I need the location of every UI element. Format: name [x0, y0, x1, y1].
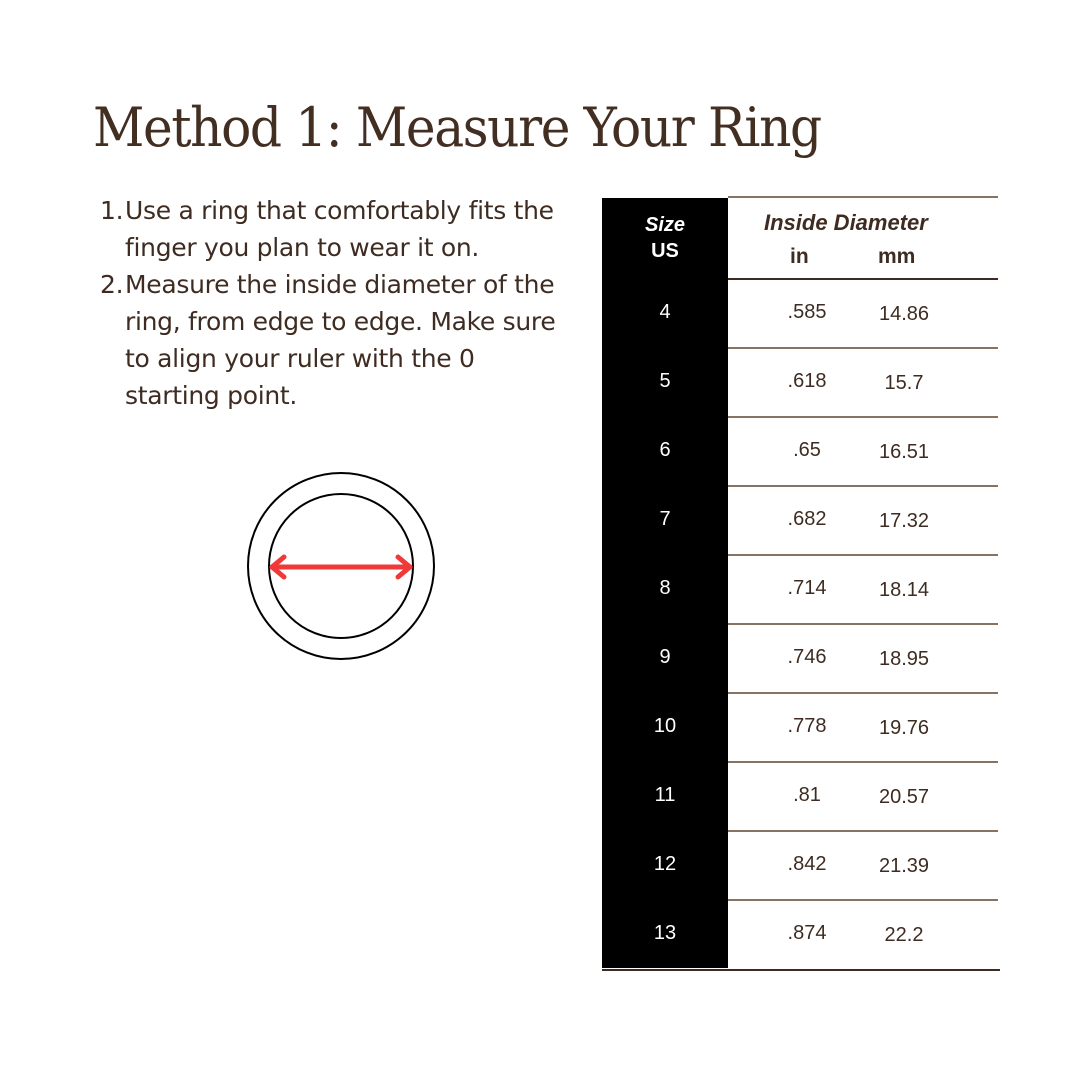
size-cell: 6 [602, 416, 728, 485]
size-cell: 5 [602, 347, 728, 416]
table-row [602, 899, 998, 968]
table-bottom-divider [602, 969, 1000, 971]
size-cell: 11 [602, 761, 728, 830]
mm-cell: 20.57 [878, 786, 930, 808]
size-cell: 13 [602, 899, 728, 968]
double-arrow-icon [272, 557, 410, 577]
page-title: Method 1: Measure Your Ring [93, 96, 821, 159]
table-row [602, 623, 998, 692]
inch-cell: .714 [787, 577, 827, 599]
table-body [602, 278, 998, 968]
mm-cell: 18.95 [878, 648, 930, 670]
ring-diameter-icon [244, 471, 438, 661]
table-row [602, 554, 998, 623]
mm-cell: 18.14 [878, 579, 930, 601]
size-column-header [602, 198, 728, 280]
size-cell: 8 [602, 554, 728, 623]
mm-cell: 21.39 [878, 855, 930, 877]
instruction-step [100, 266, 570, 414]
table-row [602, 830, 998, 899]
inch-cell: .618 [787, 370, 827, 392]
mm-column-header: mm [878, 245, 916, 268]
size-cell: 4 [602, 278, 728, 347]
step-number: 2. [100, 270, 124, 299]
size-cell: 12 [602, 830, 728, 899]
size-header-label: Size [644, 214, 686, 236]
diameter-column-header [728, 198, 998, 280]
table-row [602, 278, 998, 347]
size-header-unit: US [651, 240, 679, 262]
size-cell: 10 [602, 692, 728, 761]
mm-cell: 19.76 [878, 717, 930, 739]
table-row [602, 761, 998, 830]
table-row [602, 347, 998, 416]
mm-cell: 15.7 [884, 372, 924, 394]
table-header [602, 198, 998, 280]
instruction-step [100, 192, 570, 266]
inch-cell: .874 [787, 922, 827, 944]
table-row [602, 692, 998, 761]
size-cell: 9 [602, 623, 728, 692]
inch-cell: .585 [787, 301, 827, 323]
mm-cell: 14.86 [878, 303, 930, 325]
step-text: Measure the inside diameter of the ring, from edge to edge. Make sure to align your ruler with the 0 starting point. [125, 270, 556, 410]
mm-cell: 16.51 [878, 441, 930, 463]
table-row [602, 485, 998, 554]
inch-cell: .746 [787, 646, 827, 668]
inch-cell: .65 [793, 439, 821, 461]
mm-cell: 22.2 [884, 924, 924, 946]
inch-cell: .682 [787, 508, 827, 530]
step-text: Use a ring that comfortably fits the finger you plan to wear it on. [125, 196, 554, 262]
inch-cell: .81 [793, 784, 821, 806]
table-row [602, 416, 998, 485]
inch-column-header: in [790, 245, 809, 268]
mm-cell: 17.32 [878, 510, 930, 532]
inch-cell: .842 [787, 853, 827, 875]
inch-cell: .778 [787, 715, 827, 737]
size-cell: 7 [602, 485, 728, 554]
diameter-header-label: Inside Diameter [764, 210, 928, 235]
instruction-list [100, 192, 570, 414]
step-number: 1. [100, 196, 124, 225]
